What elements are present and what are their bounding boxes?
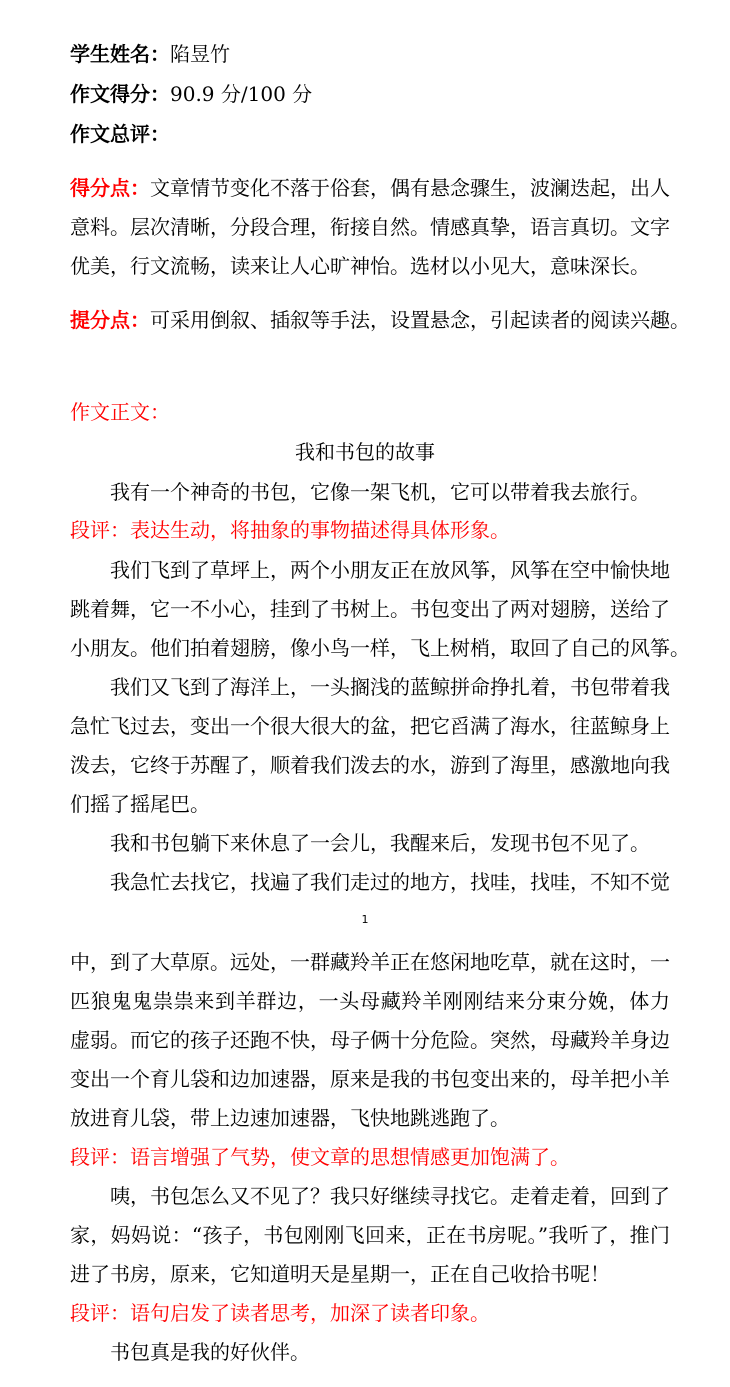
improve-points-text: 可采用倒叙、插叙等手法，设置悬念，引起读者的阅读兴趣。 xyxy=(150,308,690,332)
paragraph-3-line-4: 们摇了摇尾巴。 xyxy=(70,792,210,816)
paragraph-5-line-2: 中，到了大草原。远处，一群藏羚羊正在悠闲地吃草，就在这时，一 xyxy=(70,950,670,974)
paragraph-3-line-2: 急忙飞过去，变出一个很大很大的盆，把它舀满了海水，往蓝鲸身上 xyxy=(70,714,670,738)
good-points-line-2: 意料。层次清晰，分段合理，衔接自然。情感真挚，语言真切。文字 xyxy=(70,215,670,239)
paragraph-5-line-1: 我急忙去找它，找遍了我们走过的地方，找哇，找哇，不知不觉 xyxy=(110,870,670,894)
paragraph-2-line-1: 我们飞到了草坪上，两个小朋友正在放风筝，风筝在空中愉快地 xyxy=(110,558,670,582)
paragraph-comment-2: 段评：语言增强了气势，使文章的思想情感更加饱满了。 xyxy=(70,1145,570,1169)
paragraph-6-line-3: 进了书房，原来，它知道明天是星期一，正在自己收拾书呢！ xyxy=(70,1262,610,1286)
score-line xyxy=(70,76,670,112)
good-points-text-1: 文章情节变化不落于俗套，偶有悬念骤生，波澜迭起，出人 xyxy=(150,176,670,200)
improve-points-line xyxy=(70,302,690,338)
overall-review-label: 作文总评： xyxy=(70,122,170,146)
paragraph-2-line-2: 跳着舞，它一不小心，挂到了书树上。书包变出了两对翅膀，送给了 xyxy=(70,597,670,621)
score-value: 90.9 分/100 分 xyxy=(170,82,313,106)
student-name-value: 陷昱竹 xyxy=(170,42,230,66)
paragraph-4: 我和书包躺下来休息了一会儿，我醒来后，发现书包不见了。 xyxy=(110,831,650,855)
paragraph-2-line-3: 小朋友。他们拍着翅膀，像小鸟一样，飞上树梢，取回了自己的风筝。 xyxy=(70,636,690,660)
essay-title: 我和书包的故事 xyxy=(295,440,435,464)
student-name-label: 学生姓名： xyxy=(70,42,170,66)
paragraph-5-line-4: 虚弱。而它的孩子还跑不快，母子俩十分危险。突然，母藏羚羊身边 xyxy=(70,1028,670,1052)
paragraph-6-line-1: 咦，书包怎么又不见了？我只好继续寻找它。走着走着，回到了 xyxy=(110,1184,670,1208)
essay-section-label: 作文正文： xyxy=(70,400,170,424)
paragraph-1: 我有一个神奇的书包，它像一架飞机，它可以带着我去旅行。 xyxy=(110,480,650,504)
improve-points-label: 提分点： xyxy=(70,308,150,332)
paragraph-comment-3: 段评：语句启发了读者思考，加深了读者印象。 xyxy=(70,1301,490,1325)
paragraph-comment-1: 段评：表达生动，将抽象的事物描述得具体形象。 xyxy=(70,518,510,542)
paragraph-7: 书包真是我的好伙伴。 xyxy=(110,1340,310,1364)
student-name-line xyxy=(70,36,670,72)
paragraph-6-line-2: 家，妈妈说：“孩子，书包刚刚飞回来，正在书房呢。”我听了，推门 xyxy=(70,1223,670,1247)
paragraph-3-line-1: 我们又飞到了海洋上，一头搁浅的蓝鲸拼命挣扎着，书包带着我 xyxy=(110,675,670,699)
page-number: 1 xyxy=(361,913,369,926)
good-points-line-1 xyxy=(70,170,670,206)
paragraph-5-line-6: 放进育儿袋，带上边速加速器，飞快地跳逃跑了。 xyxy=(70,1106,510,1130)
score-label: 作文得分： xyxy=(70,82,170,106)
good-points-line-3: 优美，行文流畅，读来让人心旷神怡。选材以小见大，意味深长。 xyxy=(70,254,650,278)
paragraph-5-line-5: 变出一个育儿袋和边加速器，原来是我的书包变出来的，母羊把小羊 xyxy=(70,1067,670,1091)
paragraph-5-line-3: 匹狼鬼鬼祟祟来到羊群边，一头母藏羚羊刚刚结来分束分娩，体力 xyxy=(70,989,670,1013)
good-points-label: 得分点： xyxy=(70,176,150,200)
paragraph-3-line-3: 泼去，它终于苏醒了，顺着我们泼去的水，游到了海里，感激地向我 xyxy=(70,753,670,777)
